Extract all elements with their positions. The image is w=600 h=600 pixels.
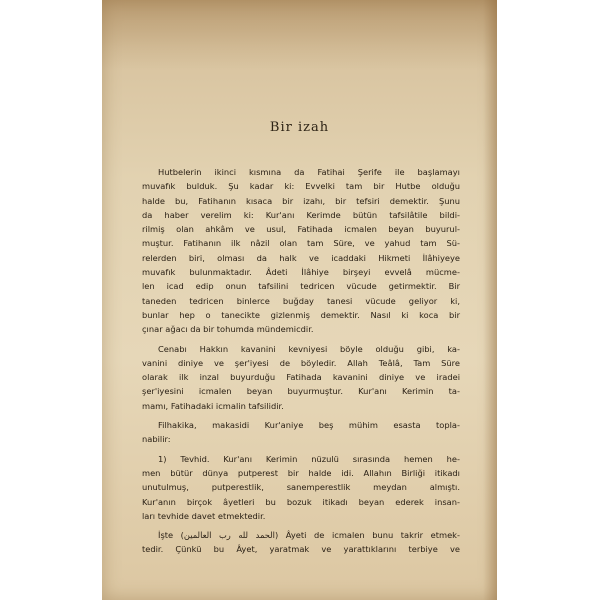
- text-line: muvafık bulduk. Şu kadar ki: Evvelki tam bir Hutbe olduğu: [142, 181, 460, 192]
- paragraph: [142, 528, 460, 557]
- text-line: Filhakika, makasidi Kur'aniye beş mühim esasta topla-: [158, 420, 460, 431]
- page-title: Bir izah: [269, 120, 330, 135]
- text-line: unutulmuş, putperestlik, sanemperestlik meydan almıştı.: [142, 482, 460, 493]
- text-line: mamı, Fatihadaki icmalin tafsilidir.: [142, 400, 284, 411]
- paragraph: [142, 452, 460, 523]
- body-text: [142, 165, 460, 557]
- text-line: Hutbelerin ikinci kısmına da Fatihai Şerife ile başlamayı: [158, 167, 460, 177]
- book-page: [102, 0, 497, 600]
- text-line: muvafık bulunmaktadır. Âdeti İlâhiye birşeyi evvelâ mücme-: [142, 267, 460, 278]
- text-line: Kur'anın birçok âyetleri bu bozuk itikadı beyan ederek insan-: [142, 496, 460, 507]
- text-line: bunlar hep o tanecikte gizlenmiş demektir. Nasıl ki koca bir: [142, 309, 460, 320]
- paragraph: [142, 342, 460, 413]
- text-line: len icad edip onun tafsilini tedricen vücude getirmektir. Bir: [142, 281, 460, 292]
- text-line: şer'iyesini icmalen beyan buyurmuştur. Kur'anı Kerimin ta-: [142, 386, 460, 397]
- text-line: relerden biri, olması da halk ve icaddaki Hikmeti İlâhiyeye: [142, 252, 460, 263]
- text-line: Cenabı Hakkın kavanini kevniyesi böyle olduğu gibi, ka-: [158, 343, 460, 354]
- text-line: olarak ilk inzal buyurduğu Fatihada kavanini diniye ve iradei: [142, 372, 460, 383]
- text-line: çınar ağacı da bir tohumda mündemicdir.: [142, 324, 314, 335]
- text-line: ları tevhide davet etmektedir.: [142, 510, 266, 521]
- text-line: men bütür dünya putperest bir halde idi. Allahın Birliği itikadı: [142, 467, 460, 478]
- text-line: İşte (الحمد لله رب العالمين) Âyeti de icmalen bunu takrir etmek-: [158, 530, 460, 541]
- text-line: tedir. Çünkü bu Âyet, yaratmak ve yarattıklarını terbiye ve: [142, 544, 460, 555]
- text-line: halde bu, Fatihanın kısaca bir izahı, bir tefsiri demektir. Şunu: [142, 195, 460, 206]
- text-line: da haber verelim ki: Kur'anı Kerimde bütün tafsilâtile bildi-: [142, 209, 460, 220]
- text-line: taneden tedricen binlerce buğday tanesi vücude geliyor ki,: [142, 295, 460, 306]
- text-line: 1) Tevhid. Kur'anı Kerimin nüzulü sırasında hemen he-: [158, 453, 460, 464]
- paragraph: [142, 418, 460, 447]
- paragraph: [142, 165, 460, 337]
- text-line: rilmiş olan ahkâm ve usul, Fatihada icmalen beyan buyurul-: [142, 224, 460, 235]
- text-line: muştur. Fatihanın ilk nâzil olan tam Süre, ve yahud tam Sü-: [142, 238, 460, 249]
- text-line: nabilir:: [142, 434, 171, 445]
- text-line: vanini diniye ve şer'iyesi de böyledir. Allah Teâlâ, Tam Süre: [142, 357, 460, 368]
